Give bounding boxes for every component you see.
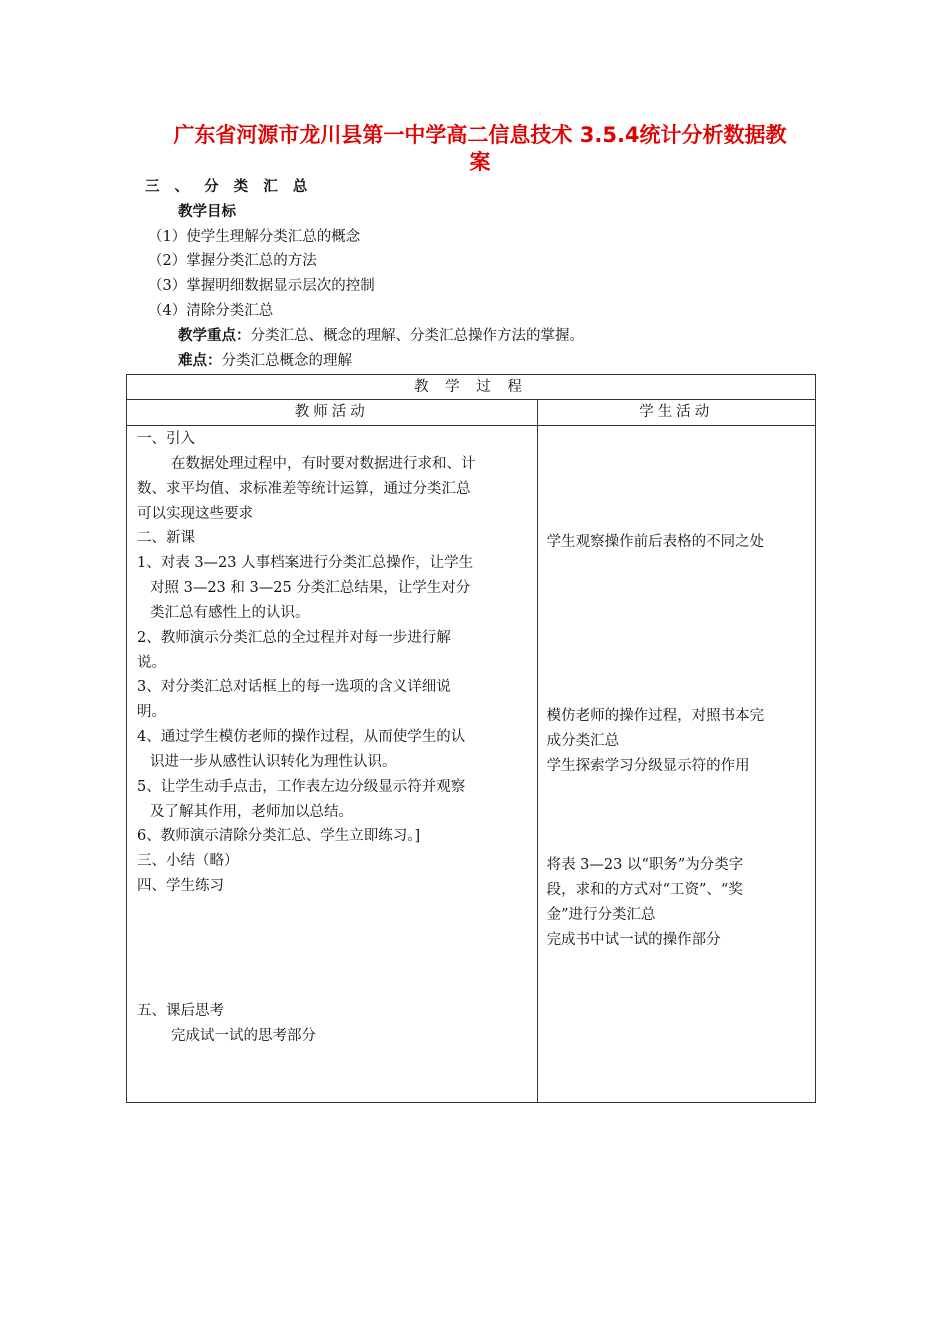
section-heading: 三 、 分 类 汇 总: [145, 179, 313, 195]
student-line: 成分类汇总: [546, 733, 620, 749]
teacher-line: 5、让学生动手点击，工作表左边分级显示符并观察: [137, 779, 466, 795]
student-line: 段，求和的方式对“工资”、“奖: [546, 882, 743, 898]
teacher-line: 一、引入: [137, 431, 195, 447]
difficulty-text: 分类汇总概念的理解: [221, 353, 352, 369]
student-line: 将表 3—23 以“职务”为分类字: [546, 857, 744, 873]
objective-item: （1）使学生理解分类汇总的概念: [148, 229, 361, 245]
teacher-line: 数、求平均值、求标准差等统计运算，通过分类汇总: [137, 481, 471, 497]
objective-item: （4）清除分类汇总: [148, 303, 274, 319]
teacher-line: 识进一步从感性认识转化为理性认识。: [150, 754, 397, 770]
objective-item: （2）掌握分类汇总的方法: [148, 253, 317, 269]
difficulty: [178, 351, 352, 371]
objectives-heading: 教学目标: [178, 204, 236, 220]
teacher-line: 三、小结（略）: [137, 853, 239, 869]
teacher-line: 明。: [137, 704, 166, 720]
teacher-line: 五、课后思考: [137, 1003, 224, 1019]
teacher-line: 6、教师演示清除分类汇总、学生立即练习。]: [137, 828, 421, 844]
teacher-line: 可以实现这些要求: [137, 506, 253, 522]
teacher-column-header: 教师活动: [127, 400, 538, 426]
teacher-line: 二、新课: [137, 530, 195, 546]
teaching-process-table: [126, 374, 816, 1103]
teacher-line: 4、通过学生模仿老师的操作过程，从而使学生的认: [137, 729, 466, 745]
student-activities-cell: [537, 426, 815, 1103]
table-header: 教 学 过 程: [127, 375, 816, 400]
title-line-1: 广东省河源市龙川县第一中学高二信息技术 3.5.4统计分析数据教: [173, 123, 787, 147]
teacher-line: 及了解其作用，老师加以总结。: [150, 804, 353, 820]
student-line: 完成书中试一试的操作部分: [546, 932, 721, 948]
student-line: 学生观察操作前后表格的不同之处: [546, 534, 765, 550]
objective-item: （3）掌握明细数据显示层次的控制: [148, 278, 375, 294]
teacher-line: 在数据处理过程中，有时要对数据进行求和、计: [171, 456, 476, 472]
teacher-line: 对照 3—23 和 3—25 分类汇总结果，让学生对分: [150, 580, 471, 596]
key-point-label: 教学重点：: [178, 328, 251, 344]
title-line-2: 案: [469, 150, 491, 174]
teacher-line: 1、对表 3—23 人事档案进行分类汇总操作，让学生: [137, 555, 474, 571]
student-line: 学生探索学习分级显示符的作用: [546, 758, 750, 774]
teacher-line: 类汇总有感性上的认识。: [150, 605, 310, 621]
document-title: [130, 122, 830, 176]
student-line: 金”进行分类汇总: [546, 907, 656, 923]
teacher-line: 四、学生练习: [137, 878, 224, 894]
student-line: 模仿老师的操作过程，对照书本完: [546, 708, 765, 724]
teacher-line: 说。: [137, 655, 166, 671]
teacher-line: 2、教师演示分类汇总的全过程并对每一步进行解: [137, 630, 451, 646]
teacher-line: 完成试一试的思考部分: [171, 1028, 316, 1044]
student-column-header: 学生活动: [537, 400, 815, 426]
teacher-activities-cell: [127, 426, 538, 1103]
difficulty-label: 难点：: [178, 353, 222, 369]
teacher-line: 3、对分类汇总对话框上的每一选项的含义详细说: [137, 679, 451, 695]
key-point-text: 分类汇总、概念的理解、分类汇总操作方法的掌握。: [250, 328, 584, 344]
key-point: [178, 326, 584, 346]
